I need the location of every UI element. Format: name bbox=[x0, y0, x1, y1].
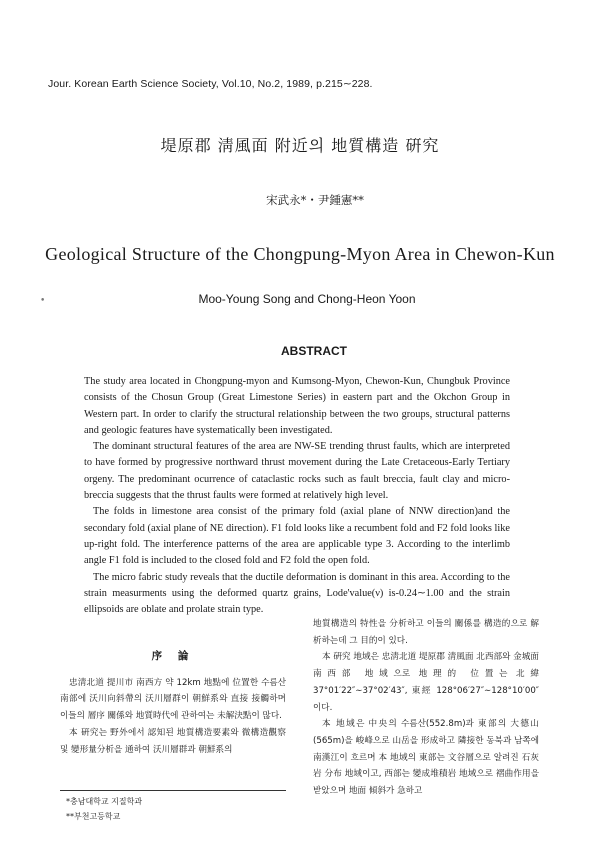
margin-dot: • bbox=[40, 296, 46, 306]
footnote-1: *충남대학교 지질학과 bbox=[66, 797, 143, 806]
english-authors: Moo-Young Song and Chong-Heon Yoon bbox=[198, 292, 416, 306]
journal-citation: Jour. Korean Earth Science Society, Vol.10, No.2, 1989, p.215∼228. bbox=[48, 78, 373, 90]
abstract-paragraph-2: The dominant structural features of the area are NW-SE trending thrust faults, which are interpreted to have formed by progressive northward thrust movement during the Late Cretaceous-Early Tertiary orgeny. The predominant ocurrence of cataclastic rocks such as fault breccia, fault clay and micro-breccia suggests that the thrust faults were formed at relatively high level. bbox=[84, 441, 510, 502]
abstract-paragraph-4: The micro fabric study reveals that the ductile deformation is dominant in this area. According to the strain measurments using the deformed quartz grains, Lode'value(ν) is-0.24∼1.00 and the strain ellipsoids are oblate and prolate strain type. bbox=[84, 571, 510, 616]
right-paragraph-1: 地質構造의 特性을 分析하고 이들의 關係를 構造的으로 解析하는데 그 目的이 있다. bbox=[313, 619, 539, 646]
footnote-2: **부천고등학교 bbox=[66, 812, 121, 821]
korean-title: 堤原郡 淸風面 附近의 地質構造 硏究 bbox=[160, 136, 440, 155]
abstract-paragraph-3: The folds in limestone area consist of the primary fold (axial plane of NNW direction)and the secondary fold (axial plane of NE direction). F1 fold looks like a recumbent fold and F2 fold looks like up-right fold. The interference patterns of the area are applicable type 3. According to the interlimb angle F1 fold is included to the closed fold and F2 fold the open fold. bbox=[84, 506, 510, 567]
abstract-body bbox=[84, 374, 510, 618]
footnotes bbox=[60, 790, 286, 824]
right-column bbox=[313, 616, 539, 800]
left-paragraph-2: 本 硏究는 野外에서 認知된 地質構造要素와 微構造觀察 및 變形量分析을 通하여 沃川層群과 朝鮮系의 bbox=[60, 727, 286, 755]
abstract-paragraph-1: The study area located in Chongpung-myon and Kumsong-Myon, Chewon-Kun, Chungbuk Province consists of the Chosun Group (Great Limestone Series) in eastern part and the Okchon Group in Western part. In order to clarify the structural relationship between the two groups, structural patterns and geologic features have systematically been investigated. bbox=[84, 376, 510, 436]
right-paragraph-2: 本 硏究 地域은 忠淸北道 堤原郡 淸風面 北西部와 金城面 南西部 地域으로 地理的 位置는 北緯 37°01′22″∼37°02′43″, 東經 128°06′27″∼128°10′00″이다. bbox=[313, 652, 539, 713]
right-paragraph-3: 本 地域은 中央의 수름산(552.8m)과 東部의 大德山(565m)을 峻峰으로 山岳을 形成하고 隣接한 동북과 남쪽에 南漢江이 흐르며 本 地域의 東部는 文谷層으로 알려진 石灰岩 分布 地域이고, 西部는 變成堆積岩 地域으로 褶曲作用을 받았으며 地面 傾斜가 急하고 bbox=[313, 719, 539, 797]
left-paragraph-1: 忠淸北道 提川市 南西方 약 12km 地點에 位置한 수름산 南部에 沃川向斜帶의 沃川層群이 朝鮮系와 直接 接觸하며 이들의 層序 關係와 地質時代에 관하여는 未解決點이 많다. bbox=[60, 677, 286, 722]
korean-authors: 宋武永*・尹鍾憲** bbox=[266, 193, 364, 207]
left-column bbox=[60, 634, 286, 758]
introduction-heading: 序 論 bbox=[151, 650, 195, 662]
english-title: Geological Structure of the Chongpung-Myon Area in Chewon-Kun bbox=[45, 244, 555, 264]
abstract-heading: ABSTRACT bbox=[281, 344, 347, 358]
